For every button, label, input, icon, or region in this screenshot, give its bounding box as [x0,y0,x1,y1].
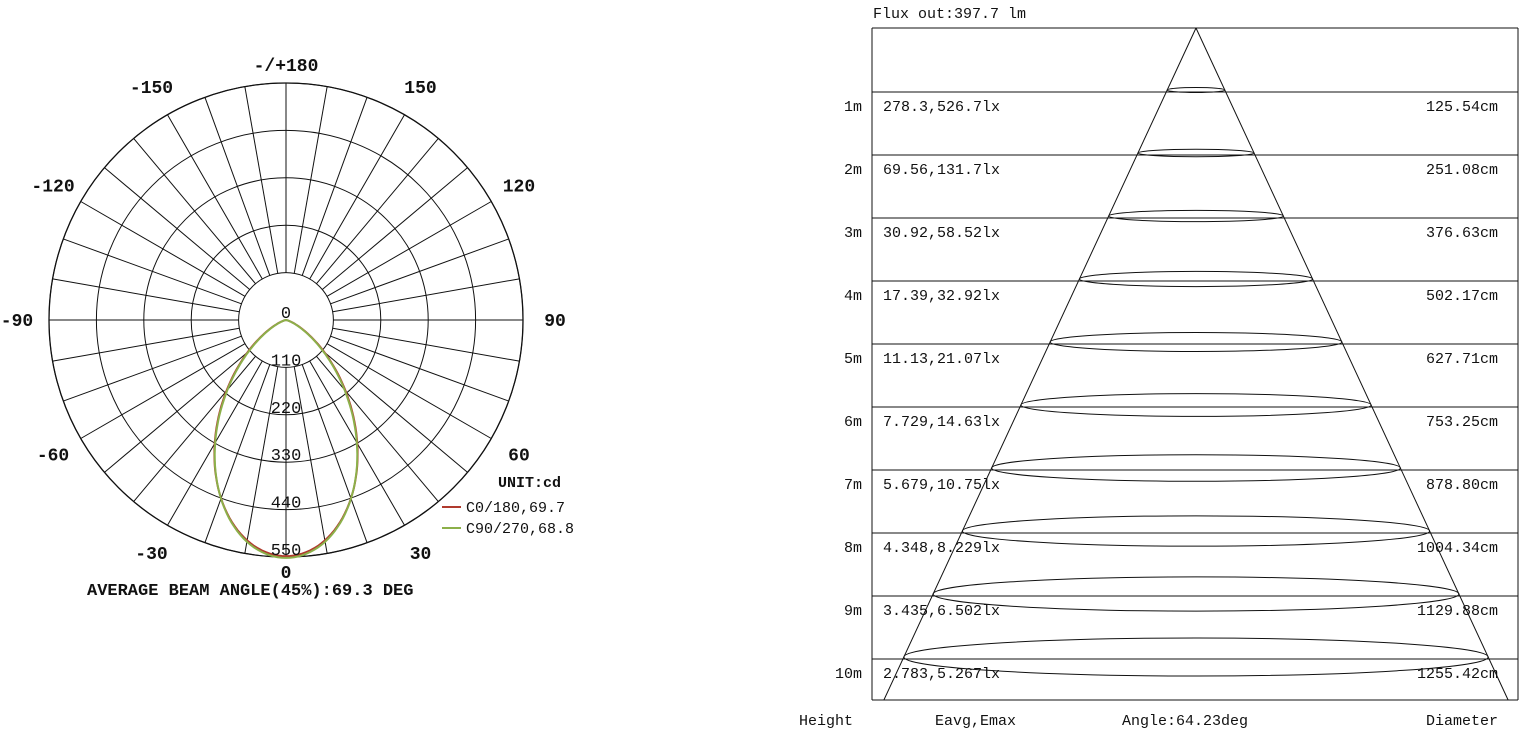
row-height: 6m [843,414,862,431]
row-diameter: 753.25cm [1425,414,1498,431]
radial-label: 440 [270,494,302,514]
angle-label: 150 [404,79,437,100]
row-illuminance: 278.3,526.7lx [883,99,1001,116]
angle-spoke [327,202,491,297]
row-illuminance: 4.348,8.229lx [883,540,1001,557]
row-height: 7m [843,477,862,494]
unit-label: UNIT:cd [498,475,562,492]
table-row [844,351,1498,368]
radial-label: 220 [270,399,302,419]
angle-spoke [322,350,467,472]
angle-label: -90 [0,312,34,332]
footer-angle: Angle:64.23deg [1122,713,1249,730]
angle-label: 30 [409,544,432,565]
row-illuminance: 3.435,6.502lx [883,603,1001,620]
polar-intensity-chart [1,57,574,601]
beam-ellipse [1138,149,1254,157]
footer-height: Height [799,713,854,730]
angle-spoke [81,344,245,439]
beam-ellipse [1079,271,1312,286]
angle-spoke [245,87,278,274]
beam-ellipse [933,577,1459,611]
angle-spoke [104,168,249,290]
row-diameter: 878.80cm [1425,477,1498,494]
angle-label: -60 [36,446,70,467]
angle-spoke [333,328,520,361]
angle-spoke [322,168,467,290]
row-illuminance: 7.729,14.63lx [883,414,1001,431]
row-illuminance: 17.39,32.92lx [883,288,1001,305]
angle-label: 60 [508,446,530,467]
table-row [844,288,1498,305]
angle-spoke [316,138,438,283]
radial-label: 550 [270,542,302,561]
legend-label-c90: C90/270,68.8 [466,521,575,538]
angle-spoke [310,115,405,279]
radial-label: 110 [270,352,302,372]
row-diameter: 1004.34cm [1416,540,1498,557]
row-height: 9m [843,603,862,620]
footer-diameter: Diameter [1425,713,1498,730]
angle-label: -120 [31,177,75,198]
angle-spoke [53,279,240,312]
beam-ellipse [962,516,1429,546]
angle-spoke [331,239,509,304]
legend [442,500,574,538]
cone-footer [799,713,1498,730]
row-height: 4m [843,288,862,305]
row-illuminance: 5.679,10.75lx [883,477,1001,494]
row-height: 10m [834,666,862,683]
beam-ellipse [992,455,1401,482]
row-height: 1m [843,99,862,116]
illuminance-cone-diagram [799,6,1518,730]
footer-illuminance: Eavg,Emax [935,713,1017,730]
angle-label: 120 [502,177,536,198]
beam-ellipse [1050,333,1342,352]
angle-spoke [81,202,245,297]
angle-spoke [104,350,249,472]
row-diameter: 1129.88cm [1416,603,1498,620]
row-illuminance: 30.92,58.52lx [883,225,1001,242]
radial-label: 0 [280,305,292,324]
angle-spoke [302,97,367,275]
angle-spoke [316,356,438,501]
row-illuminance: 11.13,21.07lx [883,351,1001,368]
row-height: 3m [843,225,862,242]
legend-label-c0: C0/180,69.7 [466,500,566,517]
angle-label: -150 [129,79,174,100]
table-row [844,540,1498,557]
angle-spoke [63,239,241,304]
angle-spoke [333,279,520,312]
angle-spoke [327,344,491,439]
beam-ellipse [1109,210,1284,221]
beam-angle-caption: AVERAGE BEAM ANGLE(45%):69.3 DEG [87,582,414,601]
row-height: 5m [843,351,862,368]
row-height: 8m [843,540,862,557]
angle-spoke [134,356,256,501]
table-row [844,99,1498,116]
angle-spoke [168,115,263,279]
table-row [835,666,1498,683]
beam-ellipse [1021,394,1371,417]
angle-spoke [205,97,270,275]
angle-spoke [134,138,256,283]
table-row [844,225,1498,242]
row-diameter: 125.54cm [1425,99,1498,116]
row-illuminance: 69.56,131.7lx [883,162,1001,179]
angle-label: -30 [135,544,168,565]
flux-label: Flux out:397.7 lm [873,6,1027,23]
row-diameter: 627.71cm [1425,351,1498,368]
table-row [844,162,1498,179]
angle-label: 0 [280,564,292,584]
angle-spoke [53,328,240,361]
angle-spoke [294,87,327,274]
angle-spoke [331,336,509,401]
angle-label: -/+180 [253,57,319,77]
angle-spoke [63,336,241,401]
row-diameter: 376.63cm [1425,225,1498,242]
row-illuminance: 2.783,5.267lx [883,666,1001,683]
row-diameter: 1255.42cm [1416,666,1498,683]
row-diameter: 502.17cm [1425,288,1498,305]
angle-label: 90 [544,312,566,332]
radial-label: 330 [270,447,302,467]
row-height: 2m [843,162,862,179]
row-diameter: 251.08cm [1425,162,1498,179]
table-row [844,477,1498,494]
